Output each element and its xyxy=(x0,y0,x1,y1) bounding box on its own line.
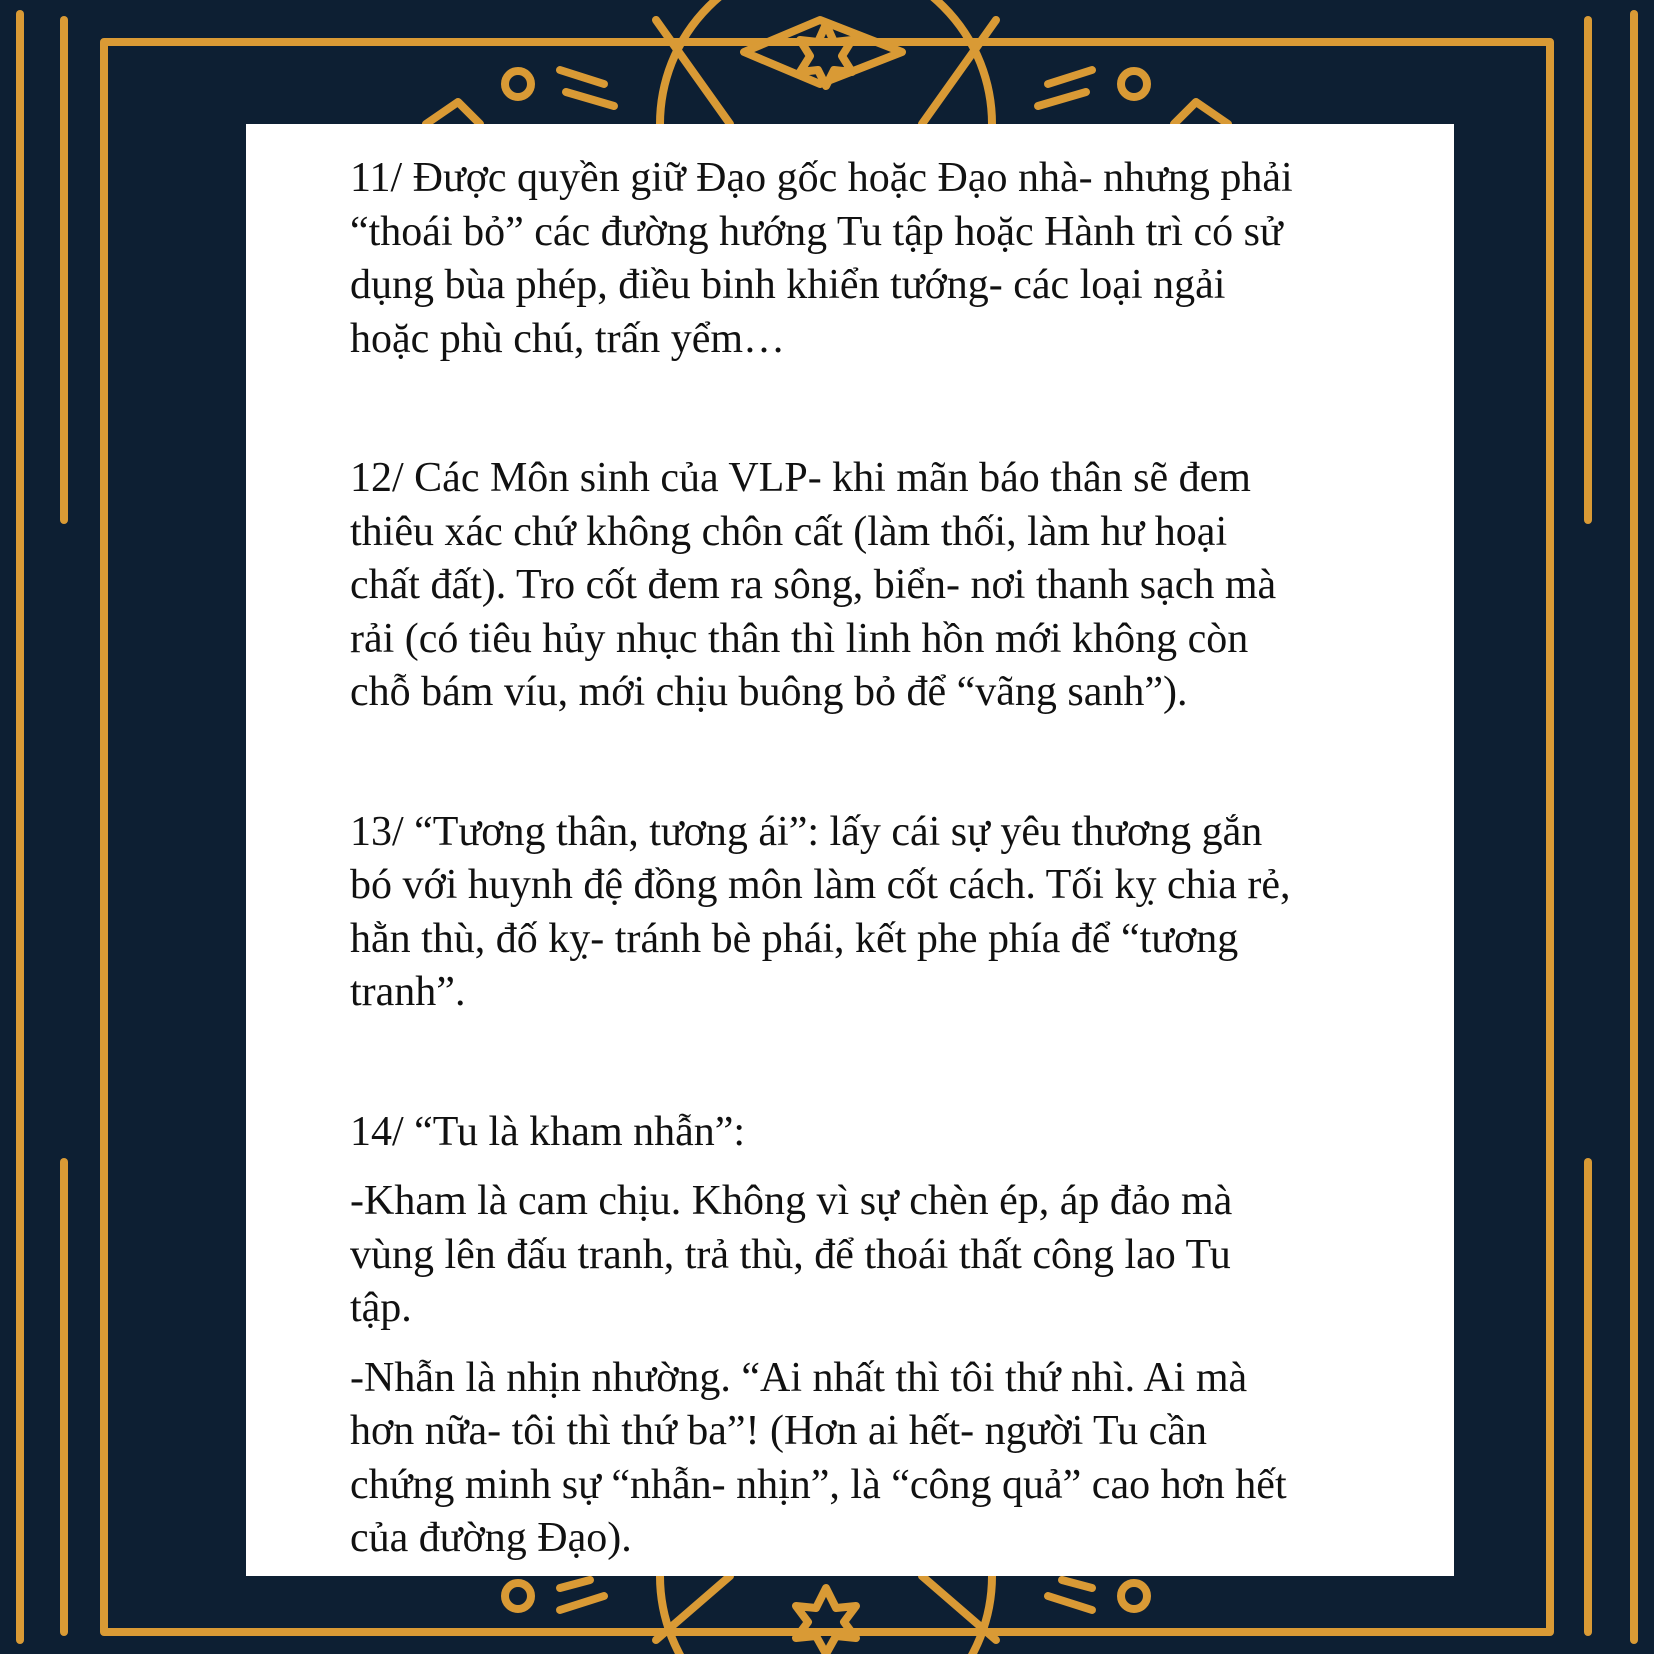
item-12-line: chất đất). Tro cốt đem ra sông, biển- nơi thanh sạch mà xyxy=(350,562,1277,608)
item-14-heading: 14/ “Tu là kham nhẫn”: xyxy=(350,1108,746,1155)
item-14-point-nhan xyxy=(350,1352,1364,1566)
item-13-line: bó với huynh đệ đồng môn làm cốt cách. Tối kỵ chia rẻ, xyxy=(350,862,1291,908)
item-14-kham-line: tập. xyxy=(350,1285,412,1331)
item-12-line: 12/ Các Môn sinh của VLP- khi mãn báo thân sẽ đem xyxy=(350,455,1251,501)
item-13-line: hằn thù, đố kỵ- tránh bè phái, kết phe phía để “tương xyxy=(350,915,1239,962)
item-11 xyxy=(350,152,1364,366)
item-11-line: dụng bùa phép, điều binh khiển tướng- các loại ngải xyxy=(350,262,1226,308)
item-12-line: rải (có tiêu hủy nhục thân thì linh hồn mới không còn xyxy=(350,615,1249,662)
item-11-line: “thoái bỏ” các đường hướng Tu tập hoặc Hành trì có sử xyxy=(350,208,1283,255)
item-14-kham-line: vùng lên đấu tranh, trả thù, để thoái thất công lao Tu xyxy=(350,1231,1231,1278)
top-ornament xyxy=(426,0,1228,124)
item-14-nhan-line: hơn nữa- tôi thì thứ ba”! (Hơn ai hết- người Tu cần xyxy=(350,1408,1207,1454)
item-14-nhan-line: chứng minh sự “nhẫn- nhịn”, là “công quả” cao hơn hết xyxy=(350,1461,1287,1508)
paragraph-spacer xyxy=(350,1020,1364,1106)
item-13 xyxy=(350,806,1364,1020)
text-panel xyxy=(246,124,1454,1576)
paragraph-spacer xyxy=(350,720,1364,806)
item-11-line: 11/ Được quyền giữ Đạo gốc hoặc Đạo nhà- nhưng phải xyxy=(350,155,1293,201)
item-14-nhan-line: của đường Đạo). xyxy=(350,1515,632,1561)
item-14-point-kham xyxy=(350,1175,1364,1336)
item-14-nhan-line: -Nhẫn là nhịn nhường. “Ai nhất thì tôi thứ nhì. Ai mà xyxy=(350,1354,1248,1401)
item-12-line: chỗ bám víu, mới chịu buông bỏ để “vãng sanh”). xyxy=(350,669,1188,715)
paragraph-spacer xyxy=(350,1159,1364,1175)
item-13-line: tranh”. xyxy=(350,969,466,1015)
bottom-ornament xyxy=(505,1576,1147,1654)
star-sunburst-icon xyxy=(796,1588,856,1654)
paragraph-spacer xyxy=(350,1336,1364,1352)
paragraph-spacer xyxy=(350,366,1364,452)
item-12-line: thiêu xác chứ không chôn cất (làm thối, làm hư hoại xyxy=(350,508,1228,555)
item-11-line: hoặc phù chú, trấn yểm… xyxy=(350,315,786,362)
item-14-kham-line: -Kham là cam chịu. Không vì sự chèn ép, áp đảo mà xyxy=(350,1178,1233,1224)
item-12 xyxy=(350,452,1364,720)
item-13-line: 13/ “Tương thân, tương ái”: lấy cái sự yêu thương gắn xyxy=(350,808,1263,855)
